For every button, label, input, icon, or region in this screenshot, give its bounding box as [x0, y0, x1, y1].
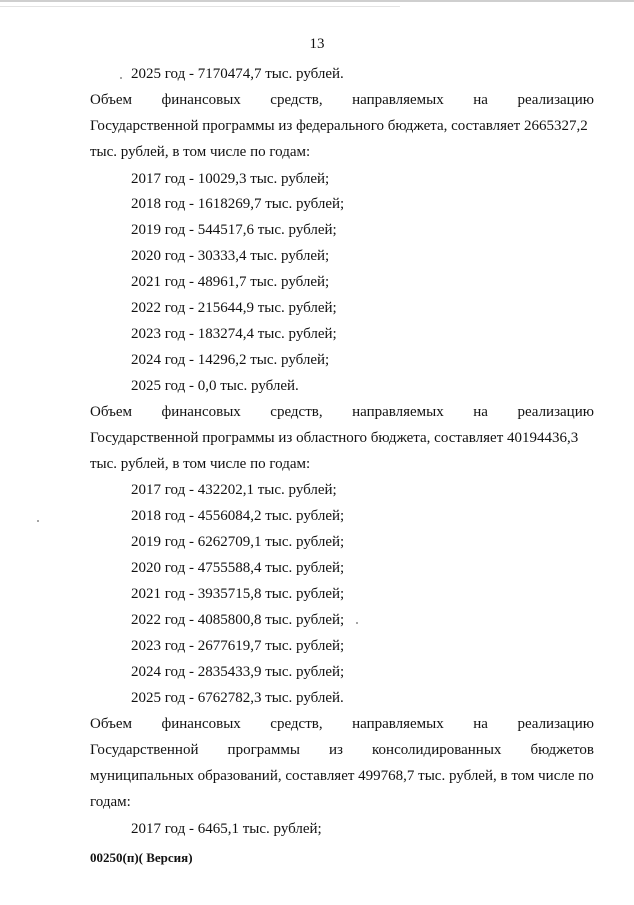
word: Государственной: [90, 742, 199, 758]
scan-speck: [356, 622, 358, 624]
word: Объем: [90, 404, 132, 420]
scan-speck: [120, 77, 122, 79]
word: на: [473, 404, 488, 420]
scan-top-edge-shadow: [0, 6, 400, 7]
text-line: 2021 год - 3935715,8 тыс. рублей;: [131, 586, 345, 602]
document-code-footer: 00250(п)( Версия): [90, 850, 193, 865]
justified-line: [90, 403, 594, 421]
text-line: 2020 год - 4755588,4 тыс. рублей;: [131, 560, 345, 576]
text-line: 2017 год - 10029,3 тыс. рублей;: [131, 171, 330, 187]
scan-speck: [37, 520, 39, 522]
word: консолидированных: [372, 742, 502, 758]
text-line: 2022 год - 215644,9 тыс. рублей;: [131, 300, 337, 316]
text-line: 2025 год - 6762782,3 тыс. рублей.: [131, 690, 344, 706]
word: Объем: [90, 716, 132, 732]
text-line: 2023 год - 183274,4 тыс. рублей;: [131, 326, 337, 342]
text-line: муниципальных образований, составляет 499768,7 тыс. рублей, в том числе по: [90, 768, 594, 784]
word: реализацию: [517, 404, 594, 420]
text-line: 2019 год - 6262709,1 тыс. рублей;: [131, 534, 345, 550]
justified-line: [90, 741, 594, 759]
text-line: 2021 год - 48961,7 тыс. рублей;: [131, 274, 330, 290]
justified-line: [90, 715, 594, 733]
justified-line: [90, 91, 594, 109]
text-line: 2019 год - 544517,6 тыс. рублей;: [131, 222, 337, 238]
text-line: 2024 год - 2835433,9 тыс. рублей;: [131, 664, 345, 680]
text-line: 2017 год - 6465,1 тыс. рублей;: [131, 821, 322, 837]
word: программы: [227, 742, 300, 758]
word: направляемых: [352, 92, 444, 108]
text-line: 2018 год - 1618269,7 тыс. рублей;: [131, 196, 345, 212]
word: средств,: [270, 92, 323, 108]
text-line: Государственной программы из федерального бюджета, составляет 2665327,2: [90, 118, 588, 134]
word: финансовых: [161, 92, 241, 108]
text-line: 2023 год - 2677619,7 тыс. рублей;: [131, 638, 345, 654]
word: средств,: [270, 404, 323, 420]
text-line: 2022 год - 4085800,8 тыс. рублей;: [131, 612, 345, 628]
text-line: 2024 год - 14296,2 тыс. рублей;: [131, 352, 330, 368]
text-line: тыс. рублей, в том числе по годам:: [90, 456, 311, 472]
text-line: 2025 год - 7170474,7 тыс. рублей.: [131, 66, 344, 82]
word: направляемых: [352, 404, 444, 420]
word: реализацию: [517, 92, 594, 108]
word: финансовых: [161, 404, 241, 420]
text-line: 2025 год - 0,0 тыс. рублей.: [131, 378, 299, 394]
text-line: 2020 год - 30333,4 тыс. рублей;: [131, 248, 330, 264]
text-line: 2017 год - 432202,1 тыс. рублей;: [131, 482, 337, 498]
page-number: 13: [309, 36, 325, 52]
word: средств,: [270, 716, 323, 732]
word: бюджетов: [530, 742, 594, 758]
word: на: [473, 92, 488, 108]
text-line: тыс. рублей, в том числе по годам:: [90, 144, 311, 160]
word: Объем: [90, 92, 132, 108]
text-line: годам:: [90, 794, 131, 810]
word: из: [329, 742, 343, 758]
scan-top-edge: [0, 0, 634, 2]
word: реализацию: [517, 716, 594, 732]
word: финансовых: [161, 716, 241, 732]
word: направляемых: [352, 716, 444, 732]
text-line: Государственной программы из областного бюджета, составляет 40194436,3: [90, 430, 579, 446]
text-line: 2018 год - 4556084,2 тыс. рублей;: [131, 508, 345, 524]
word: на: [473, 716, 488, 732]
